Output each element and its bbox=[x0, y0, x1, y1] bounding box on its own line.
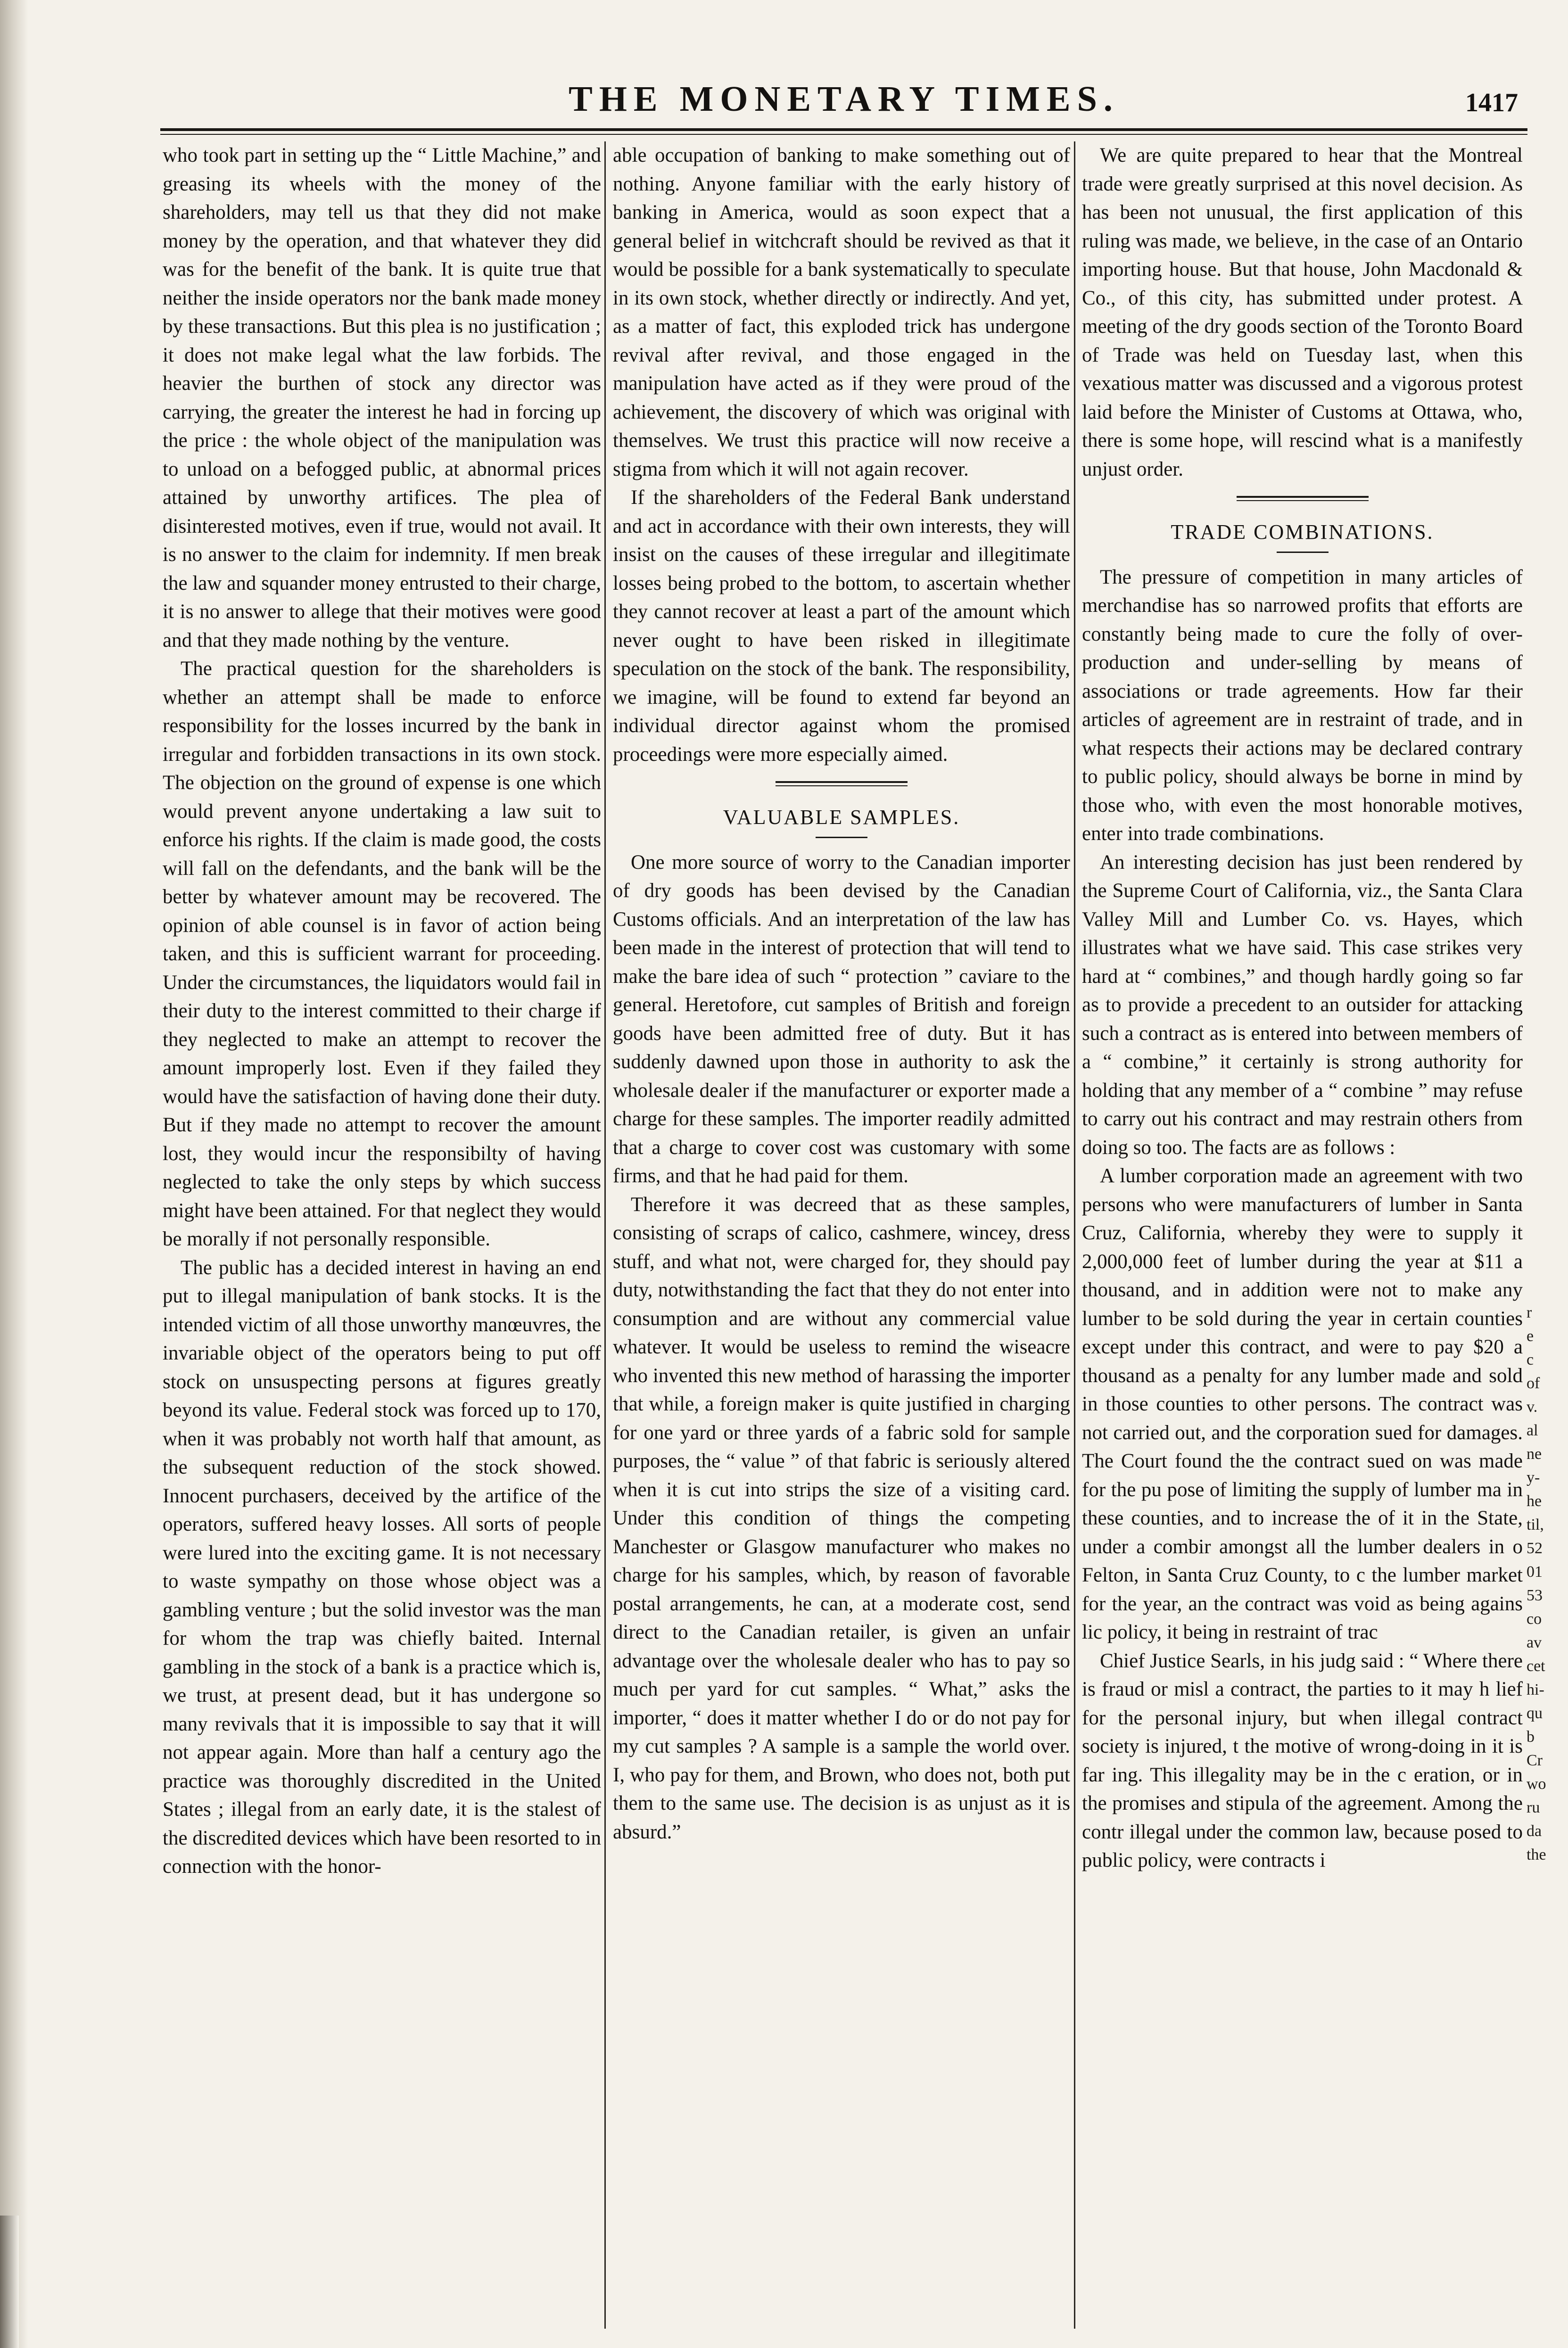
column-1 bbox=[163, 141, 601, 2329]
margin-fragment: of bbox=[1527, 1375, 1540, 1392]
section-title-trade-combinations: TRADE COMBINATIONS. bbox=[1171, 520, 1434, 544]
masthead-title: THE MONETARY TIMES. bbox=[569, 79, 1119, 119]
margin-fragment: v. bbox=[1527, 1398, 1538, 1416]
margin-fragment: e bbox=[1527, 1327, 1534, 1345]
margin-fragment: wo bbox=[1527, 1775, 1546, 1793]
title-underline bbox=[1277, 552, 1329, 553]
column-2 bbox=[613, 141, 1070, 2329]
margin-fragment: r bbox=[1527, 1304, 1532, 1321]
paragraph: The public has a decided interest in having an end put to illegal manipulation of bank stocks. It is the intended victim of all those unworthy manœuvres, the invariable object of the operators being to put off stock on unsuspecting persons at figures greatly beyond its value. Federal stock was forced up to 170, when it was probably not worth half that amount, as the subsequent reduction of the stock showed. Innocent purchasers, deceived by the artifice of the operators, suffered heavy losses. All sorts of people were lured into the exciting game. It is not necessary to waste sympathy on those whose object was a gambling venture ; but the solid investor was the man for whom the trap was chiefly baited. Internal gambling in the stock of a bank is a practice which is, we trust, at present dead, but it has undergone so many revivals that it is impossible to say that it will not appear again. More than half a century ago the practice was thoroughly discredited in the United States ; illegal from an early date, it is the stalest of the discredited devices which have been resorted to in connection with the honor- bbox=[163, 1256, 601, 1878]
margin-fragment: ne bbox=[1527, 1445, 1542, 1463]
paragraph: One more source of worry to the Canadian importer of dry goods has been devised by the Canadian Customs officials. And an interpretation of the law has been made in the interest of protection that will tend to make the bare idea of such “ protection ” caviare to the general. Heretofore, cut samples of British and foreign goods have been admitted free of duty. But it has suddenly dawned upon those in authority to ask the wholesale dealer if the manufacturer or exporter made a charge for these samples. The importer readily admitted that a charge to cover cost was customary with some firms, and that he had paid for them. bbox=[613, 851, 1070, 1187]
margin-fragment: ru bbox=[1527, 1799, 1540, 1816]
margin-fragment: hi- bbox=[1527, 1681, 1544, 1698]
margin-fragment: b bbox=[1527, 1728, 1535, 1746]
paragraph: The practical question for the shareholders is whether an attempt shall be made to enforce responsibility for the losses incurred by the bank in irregular and forbidden transactions in its own stock. The objection on the ground of expense is one which would prevent anyone undertaking a law suit to enforce his rights. If the claim is made good, the costs will fall on the defendants, and the bank will be the better by whatever amount may be recovered. The opinion of able counsel is in favor of action being taken, and this is sufficient warrant for proceeding. Under the circumstances, the liquidators would fail in their duty to the interest committed to their charge if they neglected to make an attempt to recover the amount improperly lost. Even if they failed they would have the satisfaction of having done their duty. But if they made no attempt to recover the amount lost, they would incur the responsibilty of having neglected to take the only steps by which success might have been attained. For that neglect they would be morally if not personally responsible. bbox=[163, 658, 601, 1250]
adjacent-page-bleed-through bbox=[1527, 1301, 1568, 2197]
paragraph: Therefore it was decreed that as these samples, consisting of scraps of calico, cashmere, wincey, dress stuff, and what not, were charged for, they should pay duty, notwithstanding the fact that they do not enter into consumption and are without any commercial value whatever. It would be useless to remind the wiseacre who invented this new method of harassing the importer that while, a foreign maker is quite justified in charging for one yard or three yards of a fabric sold for sample purposes, the “ value ” of that fabric is seriously altered when it is cut into strips the size of a visiting card. Under this condition of things the competing Manchester or Glasgow manufacturer who makes no charge for his samples, which, by reason of favorable postal arrangements, he can, at a moderate cost, send direct to the Canadian retailer, is given an unfair advantage over the wholesale dealer who has to pay so much per yard for cut samples. “ What,” asks the importer, “ does it matter whether I do or do not pay for my cut samples ? A sample is a sample the world over. I, who pay for them, and Brown, who does not, both put them to the same use. The decision is as unjust as it is absurd.” bbox=[613, 1193, 1070, 1843]
margin-fragment: al bbox=[1527, 1422, 1538, 1439]
margin-fragment: he bbox=[1527, 1492, 1542, 1510]
margin-fragment: co bbox=[1527, 1610, 1542, 1628]
page-number: 1417 bbox=[1465, 88, 1518, 117]
margin-fragment: 01 bbox=[1527, 1563, 1543, 1581]
paragraph: Chief Justice Searls, in his judg said : “ Where there is fraud or misl a contract, the parties to it may h lief for the personal injury, but when illegal contract society is injured, t the motive of wrong-doing in it is far ing. This illegality may be in the c eration, or in the promises and stipula of the agreement. Among the contr illegal under the common law, because posed to public policy, were contracts i bbox=[1082, 1649, 1523, 1871]
section-separator bbox=[1237, 496, 1369, 501]
paragraph: The pressure of competition in many articles of merchandise has so narrowed profits that efforts are constantly being made to cure the folly of over-production and under-selling by means of associations or trade agreements. How far their articles of agreement are in restraint of trade, and in what respects their actions may be declared contrary to public policy, should always be borne in mind by those who, with even the most honorable motives, enter into trade combinations. bbox=[1082, 566, 1523, 845]
paragraph: able occupation of banking to make something out of nothing. Anyone familiar with the early history of banking in America, would as soon expect that a general belief in witchcraft should be revived as that it would be possible for a bank systematically to speculate in its own stock, whether directly or indirectly. And yet, as a matter of fact, this exploded trick has undergone revival after revival, and those engaged in the manipulation have acted as if they were proud of the achievement, the discovery of which was original with themselves. We trust this practice will now receive a stigma from which it will not again recover. bbox=[613, 144, 1070, 480]
margin-fragment: da bbox=[1527, 1822, 1542, 1840]
column-divider-right bbox=[1074, 141, 1075, 2329]
margin-fragment: c bbox=[1527, 1351, 1534, 1368]
section-title-valuable-samples: VALUABLE SAMPLES. bbox=[723, 806, 960, 829]
page-edge-shadow bbox=[0, 2216, 19, 2348]
paragraph: A lumber corporation made an agreement with two persons who were manufacturers of lumber in Santa Cruz, California, whereby they were to supply it 2,000,000 feet of lumber during the year at $11 a thousand, and in addition were not to make any lumber to be sold during the year in certain counties except under this contract, and were to pay $20 a thousand as a penalty for any lumber made and sold in those counties to other persons. The contract was not carried out, and the corporation sued for damages. The Court found the the contract sued on was made for the pu pose of limiting the supply of lumber ma in these counties, and to increase the of it in the State, under a combir amongst all the lumber dealers in o Felton, in Santa Cruz County, to c the lumber market for the year, an the contract was void as being agains lic policy, it being in restraint of trac bbox=[1082, 1165, 1523, 1643]
title-underline bbox=[816, 837, 867, 838]
paragraph: We are quite prepared to hear that the Montreal trade were greatly surprised at this novel decision. As has been not unusual, the first application of this ruling was made, we believe, in the case of an Ontario importing house. But that house, John Macdonald & Co., of this city, has submitted under protest. A meeting of the dry goods section of the Toronto Board of Trade was held on Tuesday last, when this vexatious matter was discussed and a vigorous protest laid before the Minister of Customs at Ottawa, who, there is some hope, will rescind what is a manifestly unjust order. bbox=[1082, 144, 1523, 480]
paragraph: An interesting decision has just been rendered by the Supreme Court of California, viz., the Santa Clara Valley Mill and Lumber Co. vs. Hayes, which illustrates what we have said. This case strikes very hard at “ combines,” and though hardly going so far as to provide a precedent to an outsider for attacking such a contract as is entered into between members of a “ combine,” it certainly is strong authority for holding that any member of a “ combine ” may refuse to carry out his contract and may restrain others from doing so too. The facts are as follows : bbox=[1082, 851, 1523, 1159]
page-header bbox=[160, 75, 1527, 132]
margin-fragment: 53 bbox=[1527, 1587, 1543, 1604]
paragraph: who took part in setting up the “ Little Machine,” and greasing its wheels with the money of the shareholders, may tell us that they did not make money by the operation, and that whatever they did was for the benefit of the bank. It is quite true that neither the inside operators nor the bank made money by these transactions. But this plea is no justification ; it does not make legal what the law forbids. The heavier the burthen of stock any director was carrying, the greater the interest he had in forcing up the price : the whole object of the manipulation was to unload on a befogged public, at abnormal prices attained by unworthy artifices. The plea of disinterested motives, even if true, would not avail. It is no answer to the claim for indemnity. If men break the law and squander money entrusted to their charge, it is no answer to allege that their motives were good and that they made nothing by the venture. bbox=[163, 144, 601, 651]
margin-fragment: 52 bbox=[1527, 1540, 1543, 1557]
margin-fragment: av bbox=[1527, 1634, 1542, 1651]
column-divider-left bbox=[604, 141, 606, 2329]
section-separator bbox=[776, 781, 908, 786]
binding-edge bbox=[0, 0, 28, 2348]
header-rule bbox=[160, 128, 1527, 135]
margin-fragment: qu bbox=[1527, 1705, 1543, 1722]
margin-fragment: til, bbox=[1527, 1516, 1544, 1533]
margin-fragment: the bbox=[1527, 1846, 1546, 1863]
margin-fragment: cet bbox=[1527, 1657, 1545, 1675]
margin-fragment: y- bbox=[1527, 1469, 1540, 1486]
margin-fragment: Cr bbox=[1527, 1752, 1543, 1769]
paragraph: If the shareholders of the Federal Bank understand and act in accordance with their own interests, they will insist on the causes of these irregular and illegitimate losses being probed to the bottom, to ascertain whether they cannot recover at least a part of the amount which never ought to have been risked in illegitimate speculation on the stock of the bank. The responsibility, we imagine, will be found to extend far beyond an individual director against whom the promised proceedings were more especially aimed. bbox=[613, 486, 1070, 766]
column-3 bbox=[1082, 141, 1523, 2329]
